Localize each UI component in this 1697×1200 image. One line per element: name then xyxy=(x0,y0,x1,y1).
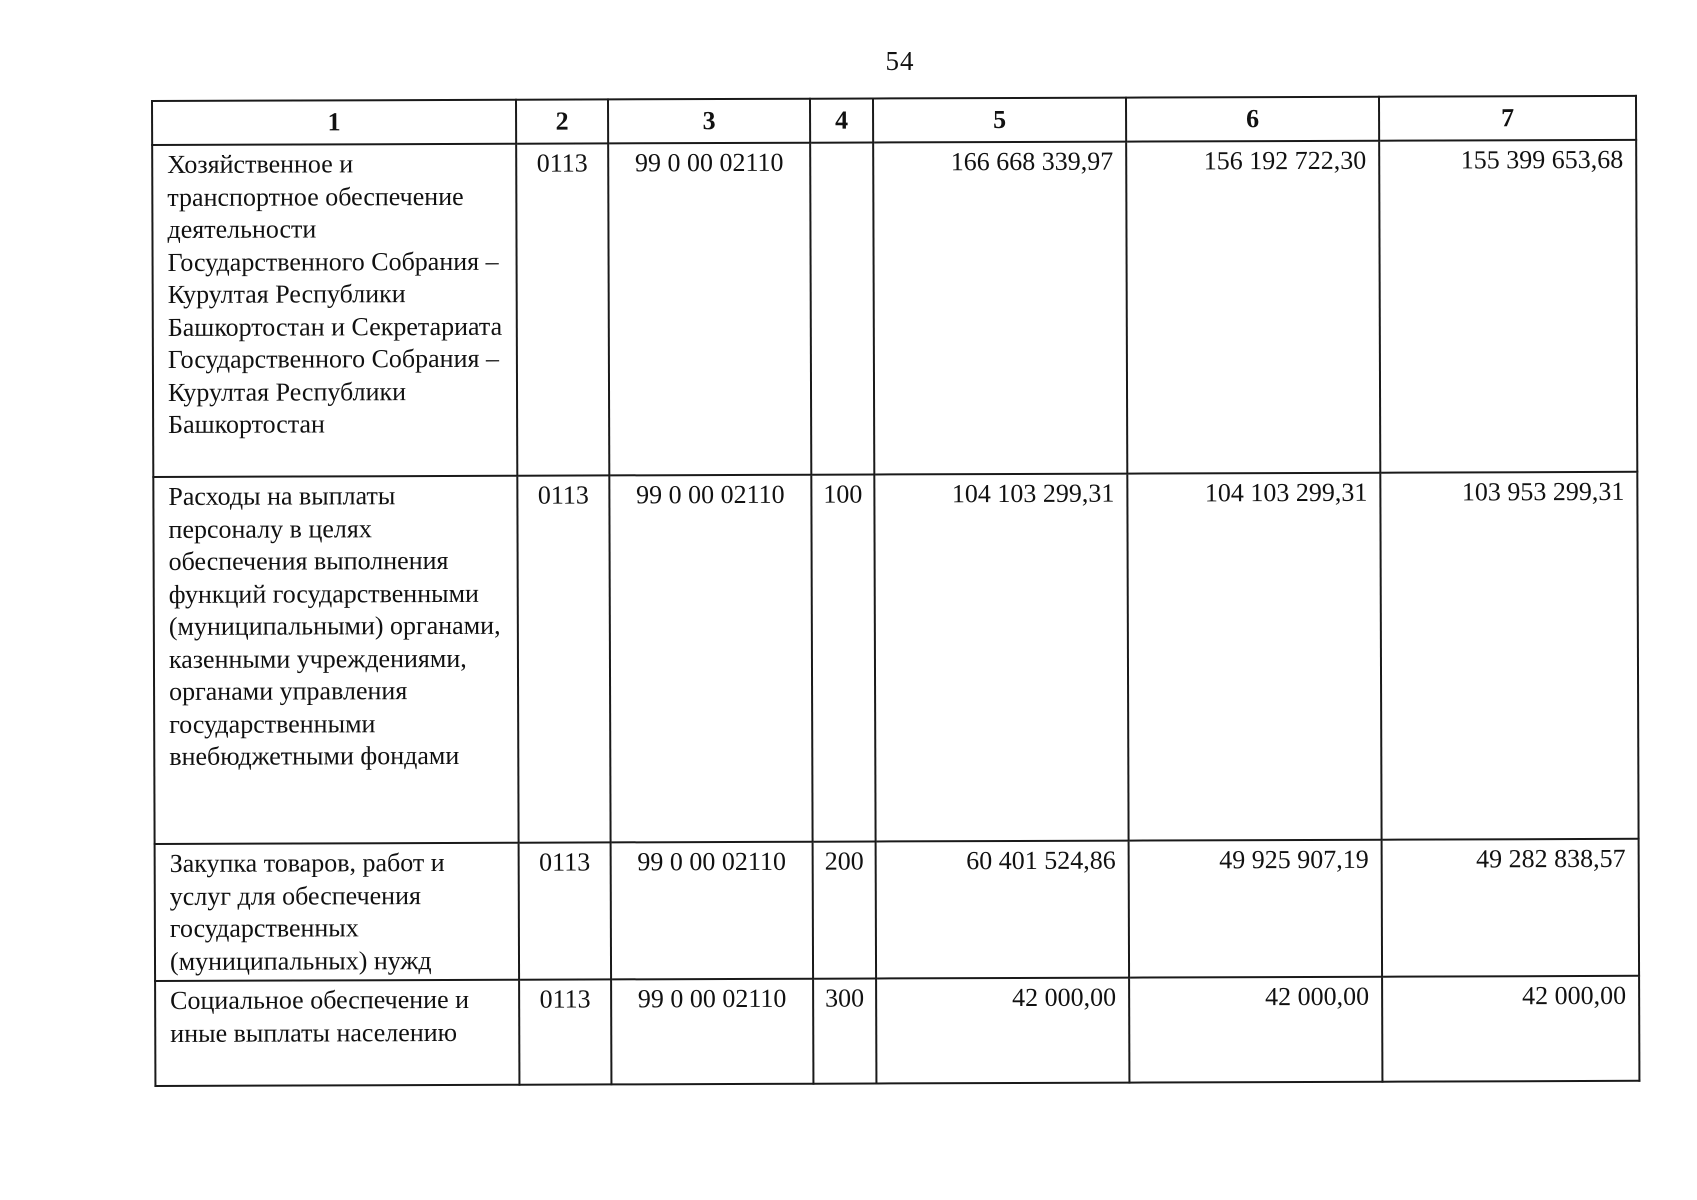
amount-col-6: 104 103 299,31 xyxy=(1127,473,1381,841)
column-header-7: 7 xyxy=(1379,96,1636,141)
column-header-4: 4 xyxy=(810,98,873,142)
amount-col-5: 60 401 524,86 xyxy=(876,841,1129,979)
table-row xyxy=(155,839,1639,981)
page-number: 54 xyxy=(885,46,915,76)
table-row xyxy=(155,976,1639,1086)
budget-table xyxy=(151,95,1640,1087)
target-article-code: 99 0 00 02110 xyxy=(611,979,813,1085)
column-header-6: 6 xyxy=(1126,97,1379,142)
row-name: Хозяйственное и транспортное обеспечение деятельности Государственного Собрания – Курултая Республики Башкортостан и Секретариата Государственного Собрания – Курултая Республики Башкортостан xyxy=(152,144,517,477)
amount-col-7: 42 000,00 xyxy=(1382,976,1639,1082)
amount-col-5: 42 000,00 xyxy=(876,978,1129,1084)
expense-type-code: 300 xyxy=(813,978,876,1083)
row-name: Социальное обеспечение и иные выплаты населению xyxy=(155,980,519,1086)
amount-col-5: 104 103 299,31 xyxy=(874,474,1128,842)
amount-col-7: 155 399 653,68 xyxy=(1379,140,1637,473)
column-header-1: 1 xyxy=(152,100,516,145)
amount-col-7: 103 953 299,31 xyxy=(1380,472,1638,840)
table-row xyxy=(152,140,1637,477)
expense-type-code: 100 xyxy=(811,474,875,841)
amount-col-6: 156 192 722,30 xyxy=(1126,141,1380,474)
target-article-code: 99 0 00 02110 xyxy=(609,475,812,843)
table-row xyxy=(153,472,1638,844)
column-header-3: 3 xyxy=(608,99,810,144)
expense-type-code: 200 xyxy=(813,841,876,978)
row-name: Закупка товаров, работ и услуг для обеспечения государственных (муниципальных) нужд xyxy=(155,843,519,981)
section-code: 0113 xyxy=(519,979,611,1084)
amount-col-5: 166 668 339,97 xyxy=(873,142,1127,475)
amount-col-6: 49 925 907,19 xyxy=(1129,840,1382,978)
section-code: 0113 xyxy=(517,475,610,842)
target-article-code: 99 0 00 02110 xyxy=(611,842,813,980)
target-article-code: 99 0 00 02110 xyxy=(608,143,811,476)
section-code: 0113 xyxy=(516,143,609,475)
table-header-row xyxy=(152,96,1636,145)
row-name: Расходы на выплаты персоналу в целях обеспечения выполнения функций государственными (муниципальными) органами, казенными учреждениями, органами управления государственными внебюджетными фондами xyxy=(153,476,518,844)
column-header-2: 2 xyxy=(516,99,608,143)
expense-type-code xyxy=(810,142,874,474)
amount-col-7: 49 282 838,57 xyxy=(1382,839,1639,977)
section-code: 0113 xyxy=(519,842,611,979)
column-header-5: 5 xyxy=(873,98,1126,143)
amount-col-6: 42 000,00 xyxy=(1129,977,1382,1083)
